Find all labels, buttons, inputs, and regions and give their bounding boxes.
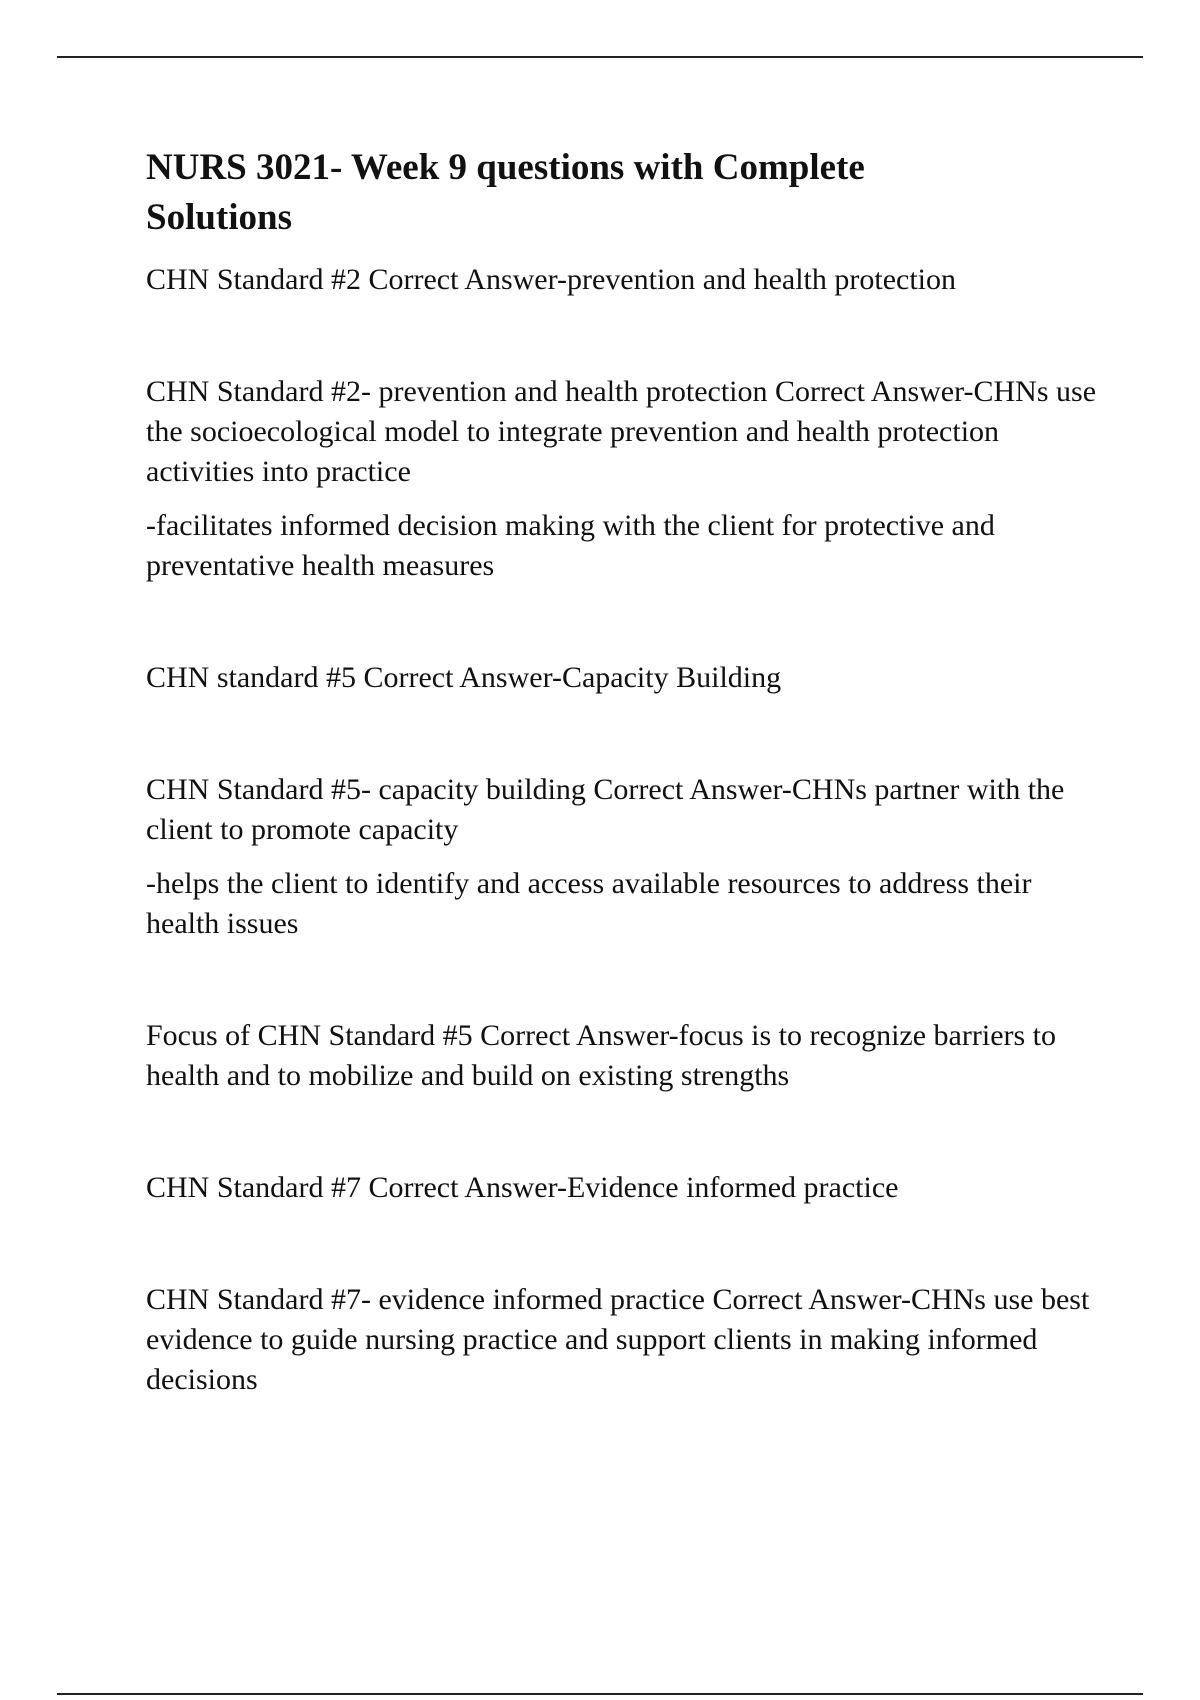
qa-entry-6 — [146, 1168, 1106, 1208]
qa-entry-3 — [146, 658, 1106, 698]
qa-entry-5 — [146, 1016, 1106, 1096]
entry-text: CHN Standard #7 Correct Answer-Evidence informed practice — [146, 1171, 899, 1204]
entry-text: Focus of CHN Standard #5 Correct Answer-focus is to recognize barriers to health and to mobilize and build on existing strengths — [146, 1019, 1057, 1092]
entry-text: CHN standard #5 Correct Answer-Capacity Building — [146, 661, 782, 694]
entry-text: -helps the client to identify and access available resources to address their health issues — [146, 867, 1032, 940]
bottom-divider — [57, 1693, 1143, 1695]
qa-entry-1 — [146, 260, 1106, 300]
qa-entry-7 — [146, 1280, 1106, 1400]
entry-text: CHN Standard #5- capacity building Correct Answer-CHNs partner with the client to promote capacity — [146, 773, 1065, 846]
document-body — [146, 143, 1106, 1400]
entry-text: -facilitates informed decision making with the client for protective and preventative health measures — [146, 509, 995, 582]
qa-entry-2 — [146, 372, 1106, 586]
document-title: NURS 3021- Week 9 questions with Complete Solutions — [146, 147, 865, 238]
top-divider — [57, 56, 1143, 58]
entry-text: CHN Standard #2- prevention and health protection Correct Answer-CHNs use the socioecological model to integrate prevention and health protection activities into practice — [146, 375, 1097, 488]
qa-entry-4 — [146, 770, 1106, 944]
entry-text: CHN Standard #2 Correct Answer-prevention and health protection — [146, 263, 957, 296]
entry-text: CHN Standard #7- evidence informed practice Correct Answer-CHNs use best evidence to guide nursing practice and support clients in making informed decisions — [146, 1283, 1090, 1396]
